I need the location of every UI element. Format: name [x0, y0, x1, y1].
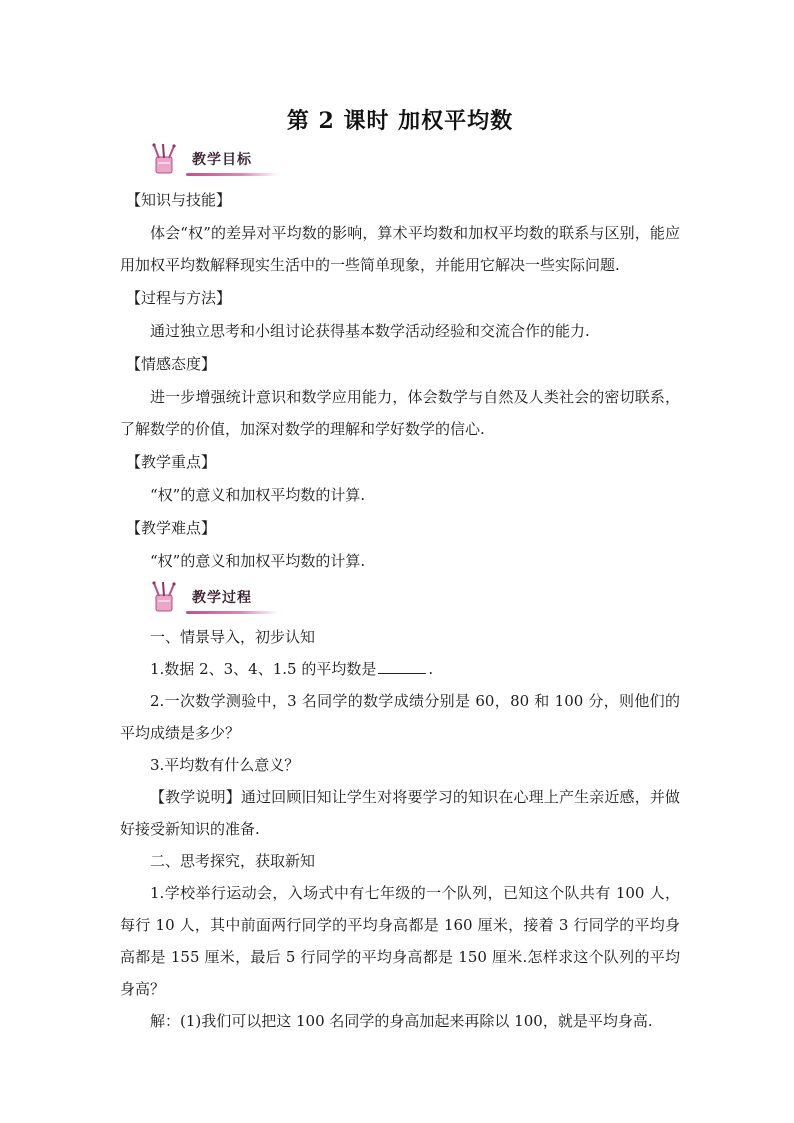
difficult-point-text: “权”的意义和加权平均数的计算.: [150, 552, 366, 570]
document-page: [120, 96, 680, 1037]
key-point-text: “权”的意义和加权平均数的计算.: [150, 486, 366, 504]
question-3: 3.平均数有什么意义？: [150, 756, 300, 774]
solution-text: 解：(1)我们可以把这 100 名同学的身高加起来再除以 100，就是平均身高.: [150, 1012, 653, 1030]
process-banner: [148, 581, 680, 613]
question-1-text: 1.数据 2、3、4、1.5 的平均数是: [150, 660, 377, 678]
process-banner-label: 教学过程: [186, 585, 278, 610]
problem-1: 1.学校举行运动会，入场式中有七年级的一个队列，已知这个队共有 100 人，每行 10 人，其中前面两行同学的平均身高都是 160 厘米，接着 3 行同学的平均身高都是 155 厘米，最后 5 行同学的平均身高都是 150 厘米.怎样求这个队列的平均身高？: [120, 884, 680, 998]
pencil-cup-icon: [148, 581, 182, 613]
question-1: [120, 653, 680, 685]
answer-blank: [378, 659, 426, 674]
knowledge-text: 体会“权”的差异对平均数的影响，算术平均数和加权平均数的联系与区别，能应用加权平均数解释现实生活中的一些简单现象，并能用它解决一些实际问题.: [120, 224, 680, 274]
difficult-point-heading: 【教学难点】: [126, 519, 217, 537]
pencil-cup-icon: [148, 143, 182, 175]
question-1-end: .: [428, 660, 434, 678]
question-2: 2.一次数学测验中，3 名同学的数学成绩分别是 60，80 和 100 分，则他们的平均成绩是多少？: [120, 692, 680, 742]
page-title: 第 2 课时 加权平均数: [286, 108, 514, 134]
objectives-banner-label: 教学目标: [186, 147, 278, 172]
teaching-note: 【教学说明】通过回顾旧知让学生对将要学习的知识在心理上产生亲近感，并做好接受新知识的准备.: [120, 788, 680, 838]
objectives-banner: [148, 143, 680, 175]
process-method-text: 通过独立思考和小组讨论获得基本数学活动经验和交流合作的能力.: [150, 322, 590, 340]
key-point-heading: 【教学重点】: [126, 453, 217, 471]
attitude-heading: 【情感态度】: [126, 355, 217, 373]
section2-heading: 二、思考探究，获取新知: [150, 852, 316, 870]
attitude-text: 进一步增强统计意识和数学应用能力，体会数学与自然及人类社会的密切联系，了解数学的价值，加深对数学的理解和学好数学的信心.: [120, 388, 680, 438]
knowledge-heading: 【知识与技能】: [126, 191, 232, 209]
section1-heading: 一、情景导入，初步认知: [150, 628, 316, 646]
process-method-heading: 【过程与方法】: [126, 289, 232, 307]
